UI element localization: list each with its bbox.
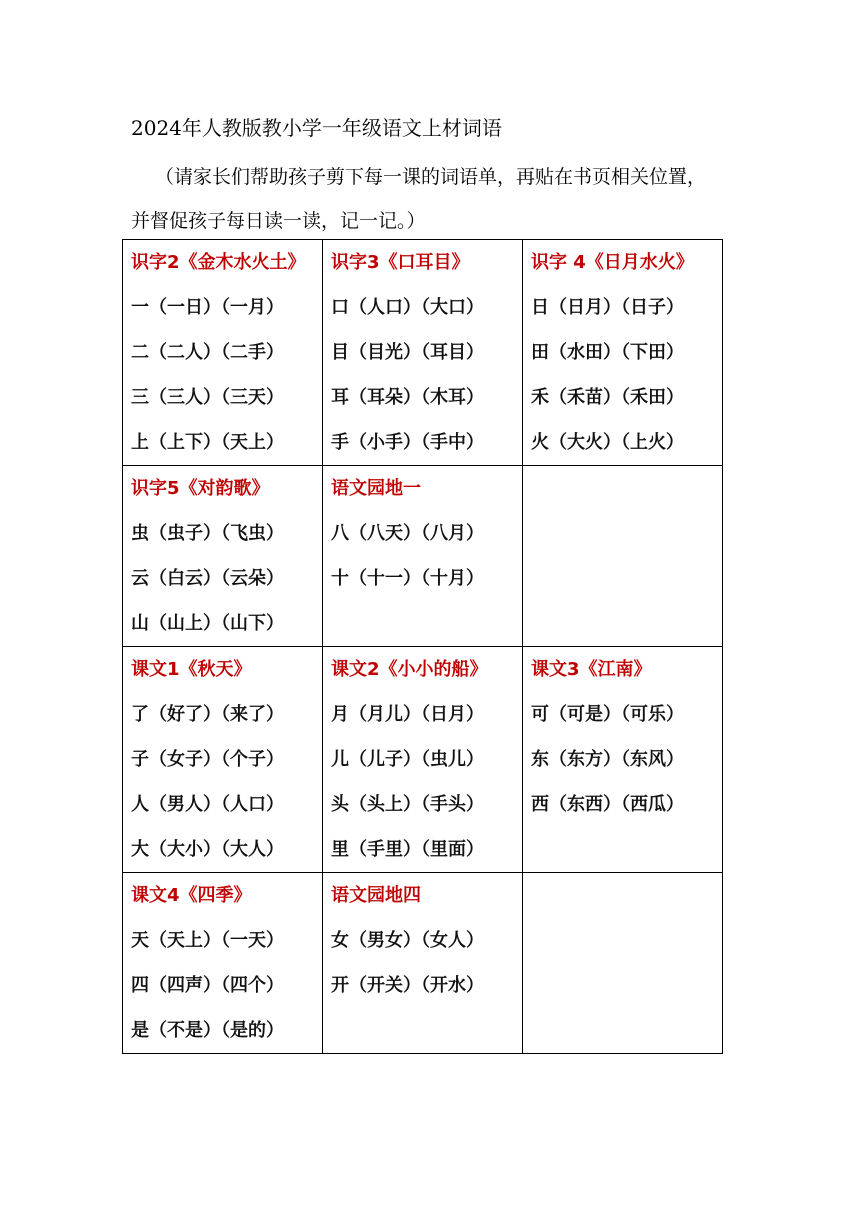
lesson-cell [523,240,723,466]
lesson-cell [323,240,523,466]
vocabulary-table [122,239,723,1054]
word-line: 了（好了）（来了） [131,704,284,725]
word-line: 十（十一）（十月） [331,568,484,589]
lesson-cell [123,873,323,1054]
table-row [123,240,723,466]
word-line: 儿（儿子）（虫儿） [331,749,484,770]
lesson-cell [123,647,323,873]
word-line: 里（手里）（里面） [331,839,484,860]
word-line: 四（四声）（四个） [131,975,284,996]
word-line: 大（大小）（大人） [131,839,284,860]
intro-paragraph [131,155,731,243]
lesson-cell [323,647,523,873]
lesson-title: 语文园地一 [331,478,421,499]
table-row [123,873,723,1054]
lesson-cell [323,466,523,647]
word-line: 虫（虫子）（飞虫） [131,523,284,544]
intro-line: （请家长们帮助孩子剪下每一课的词语单，再贴在书页相关位置， [155,166,707,188]
lesson-title: 课文4《四季》 [131,885,252,906]
word-line: 天（天上）（一天） [131,930,284,951]
word-line: 可（可是）（可乐） [531,704,684,725]
word-line: 日（日月）（日子） [531,297,684,318]
word-line: 田（水田）（下田） [531,342,684,363]
intro-line: 并督促孩子每日读一读，记一记。） [131,210,426,232]
word-line: 口（人口）（大口） [331,297,484,318]
lesson-cell [123,240,323,466]
page-title: 2024年人教版教小学一年级语文上材词语 [131,116,502,140]
word-line: 禾（禾苗）（禾田） [531,387,684,408]
word-line: 一（一日）（一月） [131,297,284,318]
word-line: 子（女子）（个子） [131,749,284,770]
word-line: 耳（耳朵）（木耳） [331,387,484,408]
empty-cell [523,873,723,1054]
word-line: 月（月儿）（日月） [331,704,484,725]
word-line: 云（白云）（云朵） [131,568,284,589]
table-row [123,466,723,647]
lesson-title: 识字3《口耳目》 [331,252,470,273]
lesson-title: 课文3《江南》 [531,659,652,680]
word-line: 东（东方）（东风） [531,749,684,770]
word-line: 上（上下）（天上） [131,432,284,453]
word-line: 八（八天）（八月） [331,523,484,544]
lesson-title: 识字5《对韵歌》 [131,478,270,499]
lesson-cell [123,466,323,647]
lesson-title: 课文2《小小的船》 [331,659,488,680]
lesson-title: 识字 4《日月水火》 [531,252,694,273]
word-line: 是（不是）（是的） [131,1020,284,1041]
word-line: 火（大火）（上火） [531,432,684,453]
table-row [123,647,723,873]
word-line: 开（开关）（开水） [331,975,484,996]
empty-cell [523,466,723,647]
lesson-title: 课文1《秋天》 [131,659,252,680]
word-line: 三（三人）（三天） [131,387,284,408]
lesson-title: 语文园地四 [331,885,421,906]
lesson-cell [523,647,723,873]
word-line: 手（小手）（手中） [331,432,484,453]
word-line: 西（东西）（西瓜） [531,794,684,815]
word-line: 目（目光）（耳目） [331,342,484,363]
word-line: 女（男女）（女人） [331,930,484,951]
word-line: 二（二人）（二手） [131,342,284,363]
word-line: 山（山上）（山下） [131,613,284,634]
word-line: 头（头上）（手头） [331,794,484,815]
word-line: 人（男人）（人口） [131,794,284,815]
lesson-cell [323,873,523,1054]
lesson-title: 识字2《金木水火土》 [131,252,306,273]
